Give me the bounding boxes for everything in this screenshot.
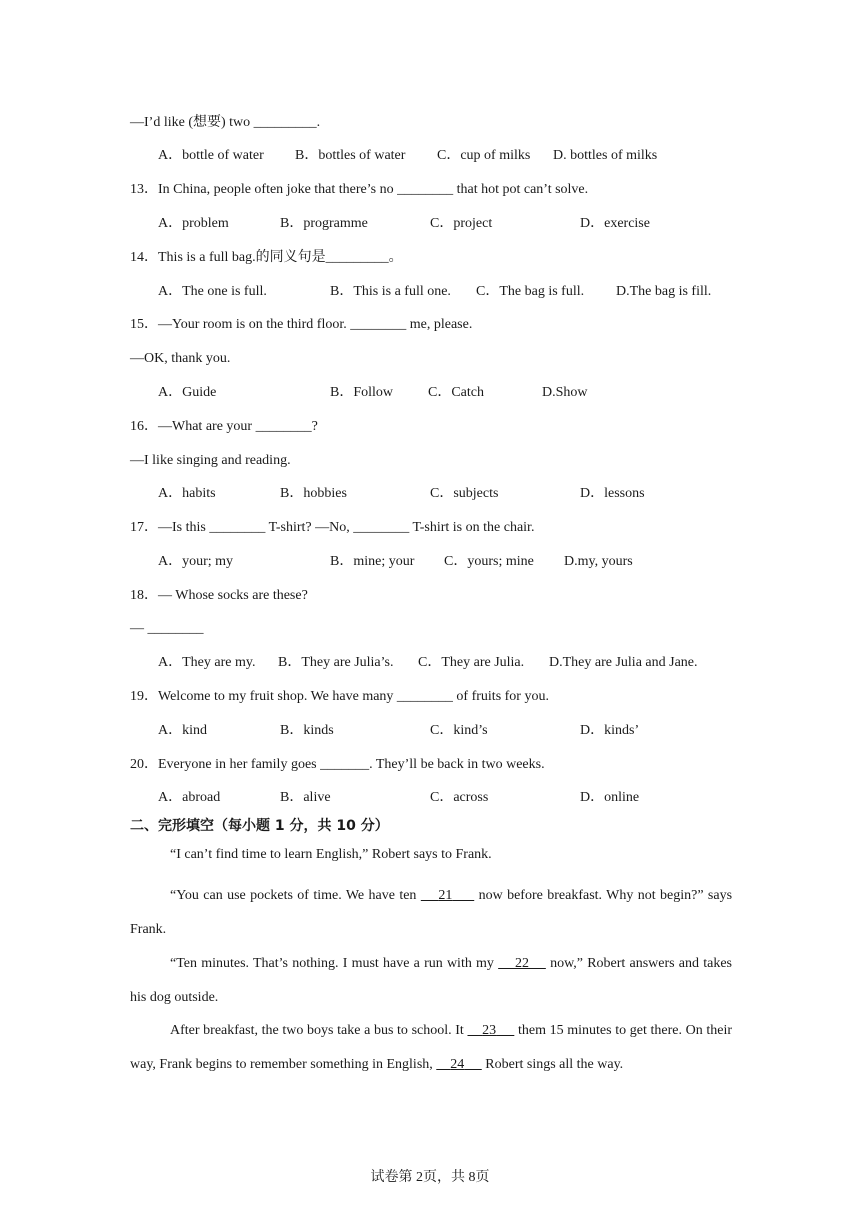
question-18-reply: — ________ — [130, 621, 204, 636]
option-a: A．Guide — [158, 385, 217, 400]
option-b: B．This is a full one. — [330, 284, 451, 299]
option-d: D．online — [580, 790, 640, 805]
option-d: D.my, yours — [564, 554, 633, 569]
question-12-reply: —I’d like (想要) two _________. — [130, 115, 321, 130]
passage-text: “Ten minutes. That’s nothing. I must have a run with my — [170, 956, 494, 971]
question-17-stem: 17．—Is this ________ T-shirt? —No, ________ T-shirt is on the chair. — [130, 520, 535, 535]
passage-text: them 15 minutes to get there. On their way, Frank begins to remember something in English, — [130, 1023, 733, 1072]
question-16-stem: 16．—What are your ________? — [130, 419, 318, 434]
page-footer: 试卷第 2页，共 8页 — [370, 1170, 490, 1185]
option-c: C．They are Julia. — [418, 655, 525, 670]
option-c: C．The bag is full. — [476, 284, 585, 299]
option-b: B．They are Julia’s. — [278, 655, 394, 670]
option-a: A．bottle of water — [158, 148, 264, 163]
blank-22: 22 — [515, 956, 529, 971]
question-13-stem: 13．In China, people often joke that there’s no ________ that hot pot can’t solve. — [130, 182, 589, 197]
question-15-stem: 15．—Your room is on the third floor. ________ me, please. — [130, 317, 473, 332]
blank-24: 24 — [450, 1057, 465, 1072]
passage-text: now before breakfast. Why not begin?” says Frank. — [130, 888, 733, 937]
section-heading: 二、完形填空（每小题 1 分，共 10 分） — [130, 818, 389, 834]
option-d: D. bottles of milks — [553, 148, 658, 163]
blank-23: 23 — [482, 1023, 497, 1038]
option-d: D．kinds’ — [580, 723, 640, 738]
option-b: B．programme — [280, 216, 368, 231]
option-c: C．yours; mine — [444, 554, 534, 569]
passage-text: After breakfast, the two boys take a bus to school. It — [170, 1023, 464, 1038]
option-d: D.Show — [542, 385, 588, 400]
option-a: A．abroad — [158, 790, 221, 805]
option-a: A．The one is full. — [158, 284, 267, 299]
option-a: A．habits — [158, 486, 216, 501]
option-c: C．project — [430, 216, 493, 231]
option-b: B．bottles of water — [295, 148, 406, 163]
passage-paragraph-4 — [130, 1014, 732, 1082]
question-16-reply: —I like singing and reading. — [130, 453, 291, 468]
option-a: A．They are my. — [158, 655, 256, 670]
question-14-stem: 14．This is a full bag.的同义句是_________。 — [130, 250, 403, 265]
question-15-reply: —OK, thank you. — [130, 351, 231, 366]
blank-21: 21 — [438, 888, 453, 903]
option-d: D．exercise — [580, 216, 650, 231]
option-a: A．kind — [158, 723, 207, 738]
option-d: D．lessons — [580, 486, 645, 501]
option-c: C．kind’s — [430, 723, 488, 738]
option-a: A．your; my — [158, 554, 234, 569]
question-18-stem: 18．— Whose socks are these? — [130, 588, 308, 603]
option-b: B．hobbies — [280, 486, 347, 501]
option-b: B．Follow — [330, 385, 394, 400]
option-b: B．mine; your — [330, 554, 415, 569]
option-d: D.The bag is fill. — [616, 284, 712, 299]
question-19-stem: 19．Welcome to my fruit shop. We have many ________ of fruits for you. — [130, 689, 549, 704]
passage-text: “You can use pockets of time. We have ten — [170, 888, 417, 903]
option-a: A．problem — [158, 216, 229, 231]
passage-text: Robert sings all the way. — [485, 1057, 624, 1072]
question-20-stem: 20．Everyone in her family goes _______. They’ll be back in two weeks. — [130, 757, 545, 772]
option-c: C．across — [430, 790, 489, 805]
option-b: B．kinds — [280, 723, 334, 738]
option-c: C．cup of milks — [437, 148, 531, 163]
passage-paragraph-2 — [130, 879, 732, 947]
option-c: C．Catch — [428, 385, 484, 400]
passage-paragraph-3 — [130, 947, 732, 1015]
option-c: C．subjects — [430, 486, 499, 501]
passage-paragraph-1: “I can’t find time to learn English,” Robert says to Frank. — [170, 847, 492, 862]
option-d: D.They are Julia and Jane. — [549, 655, 698, 670]
option-b: B．alive — [280, 790, 331, 805]
passage-text: now,” Robert answers and takes his dog outside. — [130, 956, 733, 1005]
